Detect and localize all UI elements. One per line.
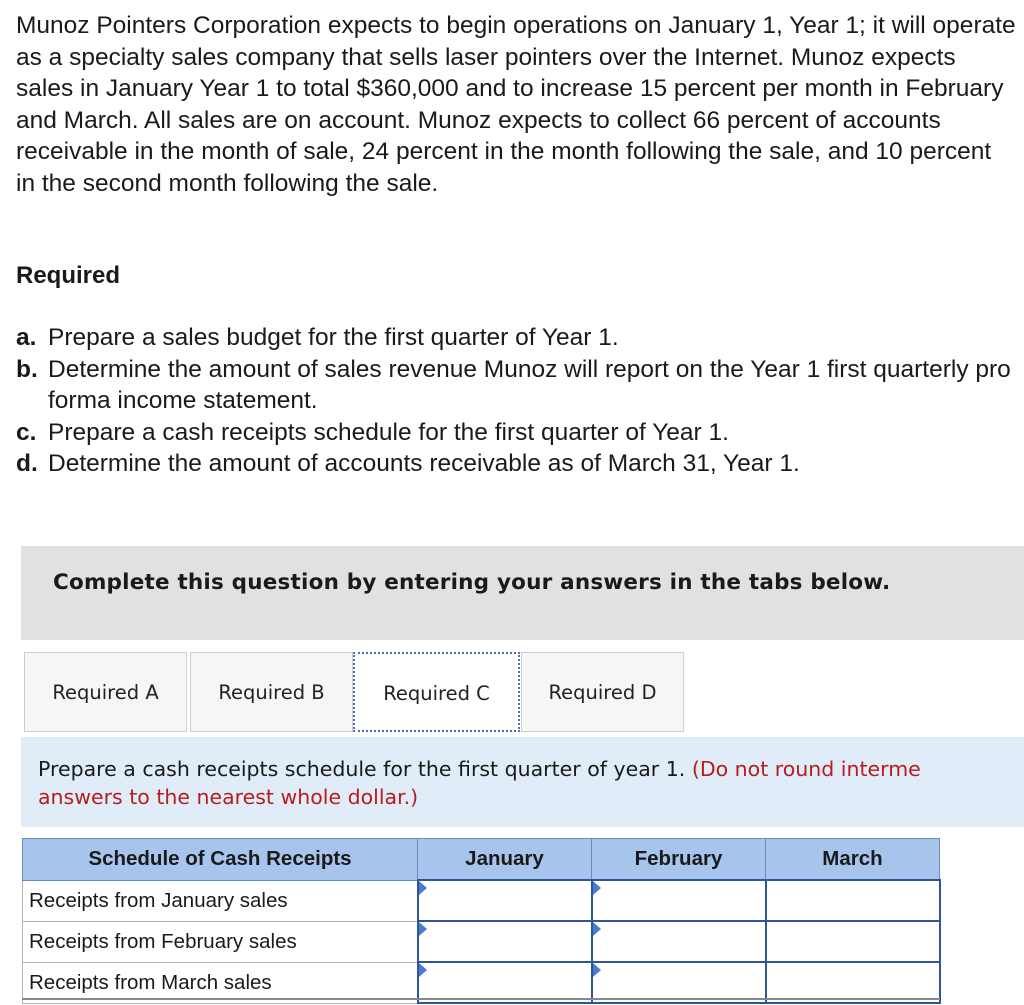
requirement-letter: d. bbox=[16, 450, 38, 477]
row-label: Receipts from January sales bbox=[23, 880, 418, 921]
january-receipts-from-march-input[interactable] bbox=[421, 965, 589, 1000]
question-panel bbox=[21, 737, 1024, 827]
panel-instructions bbox=[38, 755, 921, 811]
table-row bbox=[23, 962, 940, 1003]
requirement-text: Prepare a cash receipts schedule for the first quarter of Year 1. bbox=[48, 418, 729, 446]
requirement-item bbox=[16, 417, 1016, 449]
header-february: February bbox=[592, 839, 766, 881]
table-header-row bbox=[23, 839, 940, 881]
input-cell bbox=[766, 880, 940, 921]
input-cell bbox=[592, 962, 766, 1003]
input-cell bbox=[766, 921, 940, 962]
instruction-note-line1: (Do not round interme bbox=[691, 757, 921, 781]
march-receipts-from-january-input[interactable] bbox=[769, 883, 937, 918]
instruction-main: Prepare a cash receipts schedule for the first quarter of year 1. bbox=[38, 757, 686, 781]
requirement-item bbox=[16, 354, 1016, 417]
header-schedule: Schedule of Cash Receipts bbox=[23, 839, 418, 881]
march-receipts-from-february-input[interactable] bbox=[769, 924, 937, 959]
cash-receipts-table bbox=[22, 838, 941, 1004]
requirement-letter: b. bbox=[16, 355, 38, 383]
requirement-text: Determine the amount of sales revenue Munoz will report on the Year 1 first quarterly pro forma income statement. bbox=[48, 355, 1011, 414]
requirements-list bbox=[16, 322, 1016, 480]
requirement-item bbox=[16, 322, 1016, 354]
banner-text: Complete this question by entering your answers in the tabs below. bbox=[53, 570, 891, 595]
february-receipts-from-february-input[interactable] bbox=[595, 924, 763, 959]
input-cell bbox=[418, 880, 592, 921]
table-row bbox=[23, 880, 940, 921]
problem-intro: Munoz Pointers Corporation expects to begin operations on January 1, Year 1; it will operate as a specialty sales company that sells laser pointers over the Internet. Munoz expects sales in January Year 1 to total $360,000 and to increase 15 percent per month in February and March. All sales are on account. Munoz expects to collect 66 percent of accounts receivable in the month of sale, 24 percent in the month following the sale, and 10 percent in the second month following the sale. bbox=[16, 12, 1016, 197]
requirement-text: Determine the amount of accounts receivable as of March 31, Year 1. bbox=[48, 450, 800, 477]
instructions-banner bbox=[21, 546, 1024, 640]
instruction-note-line2: answers to the nearest whole dollar.) bbox=[38, 785, 419, 809]
row-label: Receipts from February sales bbox=[23, 921, 418, 962]
input-cell bbox=[592, 880, 766, 921]
requirement-letter: a. bbox=[16, 324, 37, 351]
table-bottom-divider bbox=[22, 998, 940, 1005]
input-cell bbox=[766, 962, 940, 1003]
tab-required-a[interactable]: Required A bbox=[24, 652, 187, 732]
tab-required-c[interactable]: Required C bbox=[353, 652, 520, 732]
tab-required-b[interactable]: Required B bbox=[190, 652, 353, 732]
february-receipts-from-march-input[interactable] bbox=[595, 965, 763, 1000]
header-march: March bbox=[766, 839, 940, 881]
january-receipts-from-february-input[interactable] bbox=[421, 924, 589, 959]
input-cell bbox=[592, 921, 766, 962]
march-receipts-from-march-input[interactable] bbox=[769, 965, 937, 1000]
table-row bbox=[23, 921, 940, 962]
requirement-item bbox=[16, 448, 1016, 480]
february-receipts-from-january-input[interactable] bbox=[595, 883, 763, 918]
required-heading: Required bbox=[16, 262, 121, 289]
input-cell bbox=[418, 962, 592, 1003]
requirement-letter: c. bbox=[16, 418, 37, 446]
input-cell bbox=[418, 921, 592, 962]
january-receipts-from-january-input[interactable] bbox=[421, 883, 589, 918]
requirement-text: Prepare a sales budget for the first quarter of Year 1. bbox=[48, 324, 619, 351]
tab-required-d[interactable]: Required D bbox=[521, 652, 684, 732]
header-january: January bbox=[418, 839, 592, 881]
row-label: Receipts from March sales bbox=[23, 962, 418, 1003]
